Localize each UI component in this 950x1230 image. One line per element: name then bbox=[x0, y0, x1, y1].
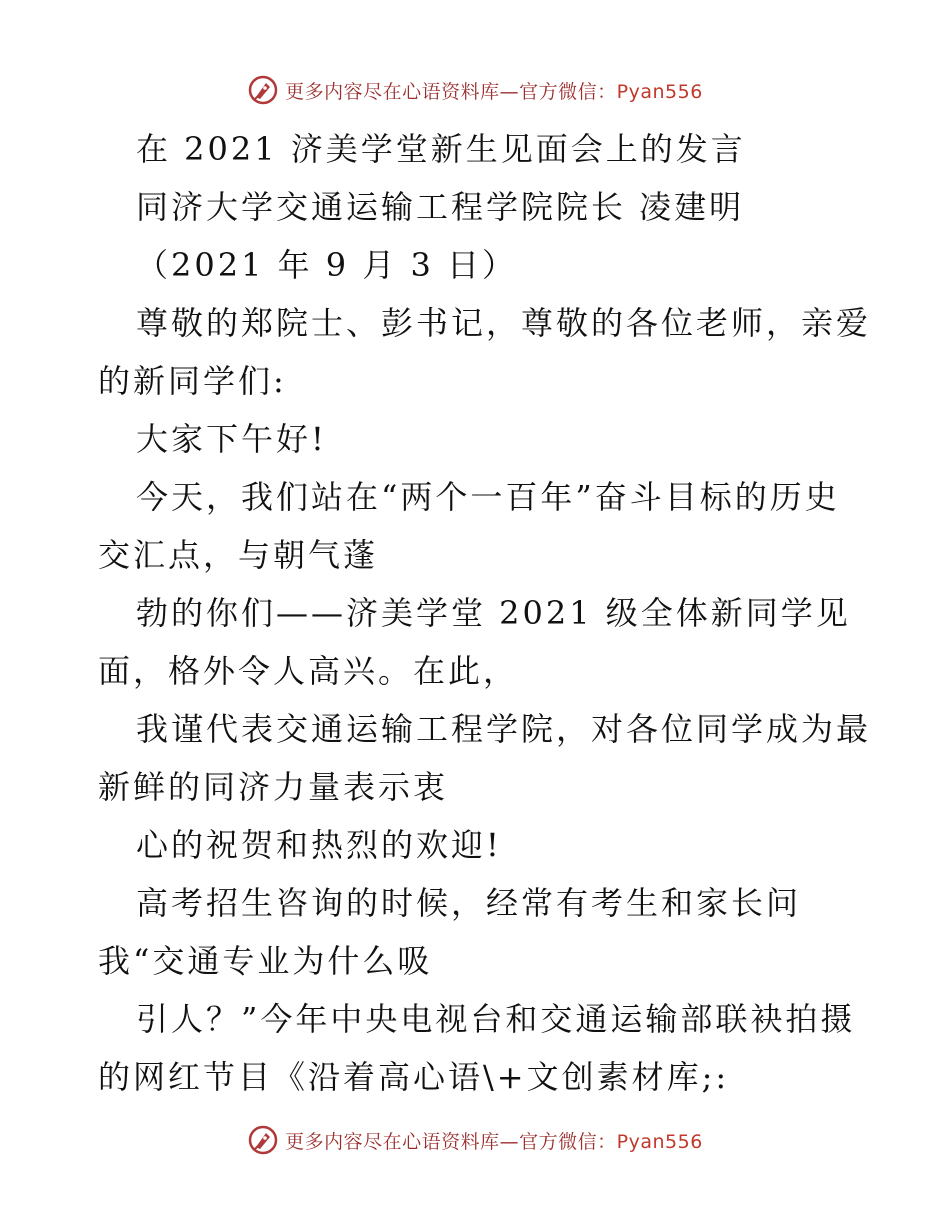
pen-nib-logo-icon bbox=[247, 1124, 279, 1156]
text-line: 引人？”今年中央电视台和交通运输部联袂拍摄 bbox=[136, 1000, 856, 1038]
text-line: 在 2021 济美学堂新生见面会上的发言 bbox=[136, 130, 746, 168]
text-line: 大家下午好! bbox=[136, 420, 327, 458]
text-line: 我“交通专业为什么吸 bbox=[98, 942, 433, 980]
watermark-wechat-id: Pyan556 bbox=[616, 80, 703, 103]
text-line: 的网红节目《沿着高心语\+文创素材库;: bbox=[98, 1058, 730, 1096]
text-line: 心的祝贺和热烈的欢迎! bbox=[136, 826, 502, 864]
text-line: 今天，我们站在“两个一百年”奋斗目标的历史 bbox=[136, 478, 840, 516]
text-line: 交汇点，与朝气蓬 bbox=[98, 536, 379, 574]
pen-nib-logo-icon bbox=[247, 74, 279, 106]
text-line: 新鲜的同济力量表示衷 bbox=[98, 768, 449, 806]
text-line: （2021 年 9 月 3 日） bbox=[136, 246, 518, 284]
text-line: 尊敬的郑院士、彭书记，尊敬的各位老师，亲爱 bbox=[136, 304, 872, 342]
watermark-banner-top bbox=[0, 70, 950, 110]
watermark-text: 更多内容尽在心语资料库—官方微信：Pyan556 bbox=[285, 80, 703, 103]
document-body bbox=[98, 120, 872, 1106]
watermark-banner-bottom bbox=[0, 1120, 950, 1160]
text-line: 同济大学交通运输工程学院院长 凌建明 bbox=[136, 188, 745, 226]
watermark-wechat-id: Pyan556 bbox=[616, 1130, 703, 1153]
text-line: 高考招生咨询的时候，经常有考生和家长问 bbox=[136, 884, 802, 922]
text-line: 的新同学们: bbox=[98, 362, 287, 400]
text-line: 我谨代表交通运输工程学院，对各位同学成为最 bbox=[136, 710, 872, 748]
watermark-text: 更多内容尽在心语资料库—官方微信：Pyan556 bbox=[285, 1130, 703, 1153]
text-line: 勃的你们——济美学堂 2021 级全体新同学见 bbox=[136, 594, 851, 632]
text-line: 面，格外令人高兴。在此， bbox=[98, 652, 519, 690]
